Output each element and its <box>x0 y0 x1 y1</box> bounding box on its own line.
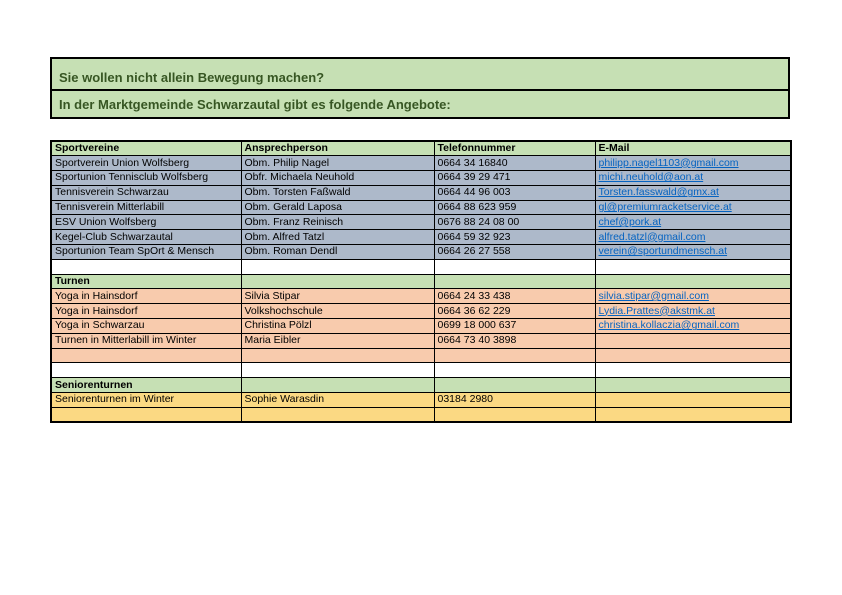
table-cell <box>51 171 241 186</box>
table-cell <box>241 304 434 319</box>
email-link[interactable]: alfred.tatzl@gmail.com <box>598 230 706 243</box>
table-cell <box>241 363 434 378</box>
table-row <box>51 245 791 260</box>
table-row <box>51 171 791 186</box>
table-cell <box>241 393 434 408</box>
cell-text: 03184 2980 <box>437 393 493 406</box>
table-row <box>51 304 791 319</box>
cell-text: Obm. Philip Nagel <box>244 156 330 169</box>
table-cell <box>434 171 595 186</box>
table-cell <box>434 393 595 408</box>
table-cell <box>51 319 241 334</box>
cell-text: 0664 26 27 558 <box>437 245 511 258</box>
table-cell <box>434 378 595 393</box>
email-link[interactable]: christina.kollaczia@gmail.com <box>598 319 740 332</box>
column-header-sportvereine: Sportvereine <box>51 141 241 156</box>
angebote-table <box>50 140 792 423</box>
table-cell <box>434 274 595 289</box>
table-body <box>51 156 791 422</box>
table-cell <box>595 393 791 408</box>
table-row <box>51 185 791 200</box>
cell-text: Sportunion Tennisclub Wolfsberg <box>55 171 209 184</box>
cell-text: Silvia Stipar <box>244 289 300 302</box>
cell-text: 0664 88 623 959 <box>437 201 517 214</box>
cell-text: Sophie Warasdin <box>244 393 325 406</box>
table-cell <box>434 230 595 245</box>
table-row <box>51 333 791 348</box>
table-cell <box>241 200 434 215</box>
cell-text: Volkshochschule <box>244 304 323 317</box>
email-link[interactable]: gl@premiumracketservice.at <box>598 201 732 214</box>
cell-text: Sportunion Team SpOrt & Mensch <box>55 245 215 258</box>
cell-text: Kegel-Club Schwarzautal <box>55 230 173 243</box>
table-cell <box>595 289 791 304</box>
banner-question-text: Sie wollen nicht allein Bewegung machen? <box>59 70 325 85</box>
cell-text: 0676 88 24 08 00 <box>437 215 520 228</box>
cell-text: 0664 24 33 438 <box>437 289 511 302</box>
table-cell <box>241 348 434 363</box>
cell-text: Tennisverein Schwarzau <box>55 186 169 199</box>
cell-text: 0664 44 96 003 <box>437 186 511 199</box>
table-row <box>51 319 791 334</box>
table-cell <box>241 319 434 334</box>
table-cell <box>434 363 595 378</box>
table-cell <box>51 259 241 274</box>
banner-question <box>50 57 790 91</box>
cell-text: 0699 18 000 637 <box>437 319 517 332</box>
table-cell <box>51 215 241 230</box>
empty-row <box>51 348 791 363</box>
cell-text: 0664 59 32 923 <box>437 230 511 243</box>
table-cell <box>241 259 434 274</box>
table-cell <box>241 171 434 186</box>
table-cell <box>51 230 241 245</box>
cell-text: Yoga in Hainsdorf <box>55 304 138 317</box>
table-cell <box>595 185 791 200</box>
table-cell <box>595 407 791 422</box>
table-cell <box>434 245 595 260</box>
table-cell <box>434 289 595 304</box>
table-cell <box>51 185 241 200</box>
email-link[interactable]: verein@sportundmensch.at <box>598 245 728 258</box>
section-label: Seniorenturnen <box>55 378 133 391</box>
cell-text: Christina Pölzl <box>244 319 312 332</box>
table-cell <box>595 319 791 334</box>
banner-subtitle <box>50 89 790 119</box>
table-cell <box>241 156 434 171</box>
table-cell <box>595 230 791 245</box>
email-link[interactable]: silvia.stipar@gmail.com <box>598 289 709 302</box>
table-cell <box>51 274 241 289</box>
section-label: Turnen <box>55 275 90 288</box>
column-header-email: E-Mail <box>595 141 791 156</box>
section-row <box>51 274 791 289</box>
empty-row <box>51 259 791 274</box>
table-cell <box>434 319 595 334</box>
cell-text: Turnen in Mitterlabill im Winter <box>55 334 197 347</box>
banner-subtitle-text: In der Marktgemeinde Schwarzautal gibt es folgende Angebote: <box>59 96 451 112</box>
email-link[interactable]: Lydia.Prattes@akstmk.at <box>598 304 715 317</box>
table-cell <box>241 333 434 348</box>
table-cell <box>51 156 241 171</box>
cell-text: 0664 36 62 229 <box>437 304 511 317</box>
table-cell <box>51 245 241 260</box>
column-header-telefonnummer: Telefonnummer <box>434 141 595 156</box>
table-cell <box>434 200 595 215</box>
table-cell <box>595 171 791 186</box>
empty-row <box>51 407 791 422</box>
cell-text: Obm. Roman Dendl <box>244 245 338 258</box>
cell-text: Obm. Gerald Laposa <box>244 201 342 214</box>
cell-text: Sportverein Union Wolfsberg <box>55 156 190 169</box>
table-row <box>51 393 791 408</box>
table-cell <box>595 274 791 289</box>
table-row <box>51 215 791 230</box>
cell-text: Obm. Torsten Faßwald <box>244 186 351 199</box>
table-cell <box>51 200 241 215</box>
table-cell <box>51 393 241 408</box>
table-cell <box>241 378 434 393</box>
section-row <box>51 378 791 393</box>
table-cell <box>434 156 595 171</box>
table-cell <box>241 185 434 200</box>
table-cell <box>595 363 791 378</box>
table-cell <box>241 245 434 260</box>
table-cell <box>51 407 241 422</box>
table-cell <box>51 378 241 393</box>
cell-text: Yoga in Hainsdorf <box>55 289 138 302</box>
table-row <box>51 200 791 215</box>
table-cell <box>241 289 434 304</box>
cell-text: 0664 39 29 471 <box>437 171 511 184</box>
table-cell <box>595 259 791 274</box>
table-cell <box>434 348 595 363</box>
cell-text: 0664 73 40 3898 <box>437 334 517 347</box>
table-cell <box>595 378 791 393</box>
table-cell <box>595 156 791 171</box>
table-cell <box>595 245 791 260</box>
email-link[interactable]: michi.neuhold@aon.at <box>598 171 704 184</box>
email-link[interactable]: Torsten.fasswald@gmx.at <box>598 186 719 199</box>
table-cell <box>434 304 595 319</box>
table-cell <box>595 348 791 363</box>
table-cell <box>595 215 791 230</box>
table-header-row <box>51 141 791 156</box>
table-cell <box>434 407 595 422</box>
table-row <box>51 230 791 245</box>
table-cell <box>595 200 791 215</box>
cell-text: Obm. Alfred Tatzl <box>244 230 325 243</box>
table-cell <box>434 259 595 274</box>
table-cell <box>241 215 434 230</box>
table-cell <box>241 407 434 422</box>
empty-row <box>51 363 791 378</box>
cell-text: Tennisverein Mitterlabill <box>55 201 165 214</box>
table-cell <box>434 185 595 200</box>
table-cell <box>434 215 595 230</box>
cell-text: 0664 34 16840 <box>437 156 508 169</box>
table-cell <box>241 274 434 289</box>
table-cell <box>595 333 791 348</box>
cell-text: Yoga in Schwarzau <box>55 319 145 332</box>
table-cell <box>51 333 241 348</box>
table-row <box>51 289 791 304</box>
table-cell <box>241 230 434 245</box>
table-cell <box>51 363 241 378</box>
cell-text: ESV Union Wolfsberg <box>55 215 157 228</box>
email-link[interactable]: chef@pork.at <box>598 215 662 228</box>
cell-text: Obm. Franz Reinisch <box>244 215 344 228</box>
table-cell <box>51 304 241 319</box>
cell-text: Maria Eibler <box>244 334 301 347</box>
cell-text: Seniorenturnen im Winter <box>55 393 175 406</box>
table-cell <box>51 348 241 363</box>
table-row <box>51 156 791 171</box>
email-link[interactable]: philipp.nagel1103@gmail.com <box>598 156 739 169</box>
cell-text: Obfr. Michaela Neuhold <box>244 171 355 184</box>
table-cell <box>51 289 241 304</box>
column-header-ansprechperson: Ansprechperson <box>241 141 434 156</box>
table-cell <box>434 333 595 348</box>
table-cell <box>595 304 791 319</box>
